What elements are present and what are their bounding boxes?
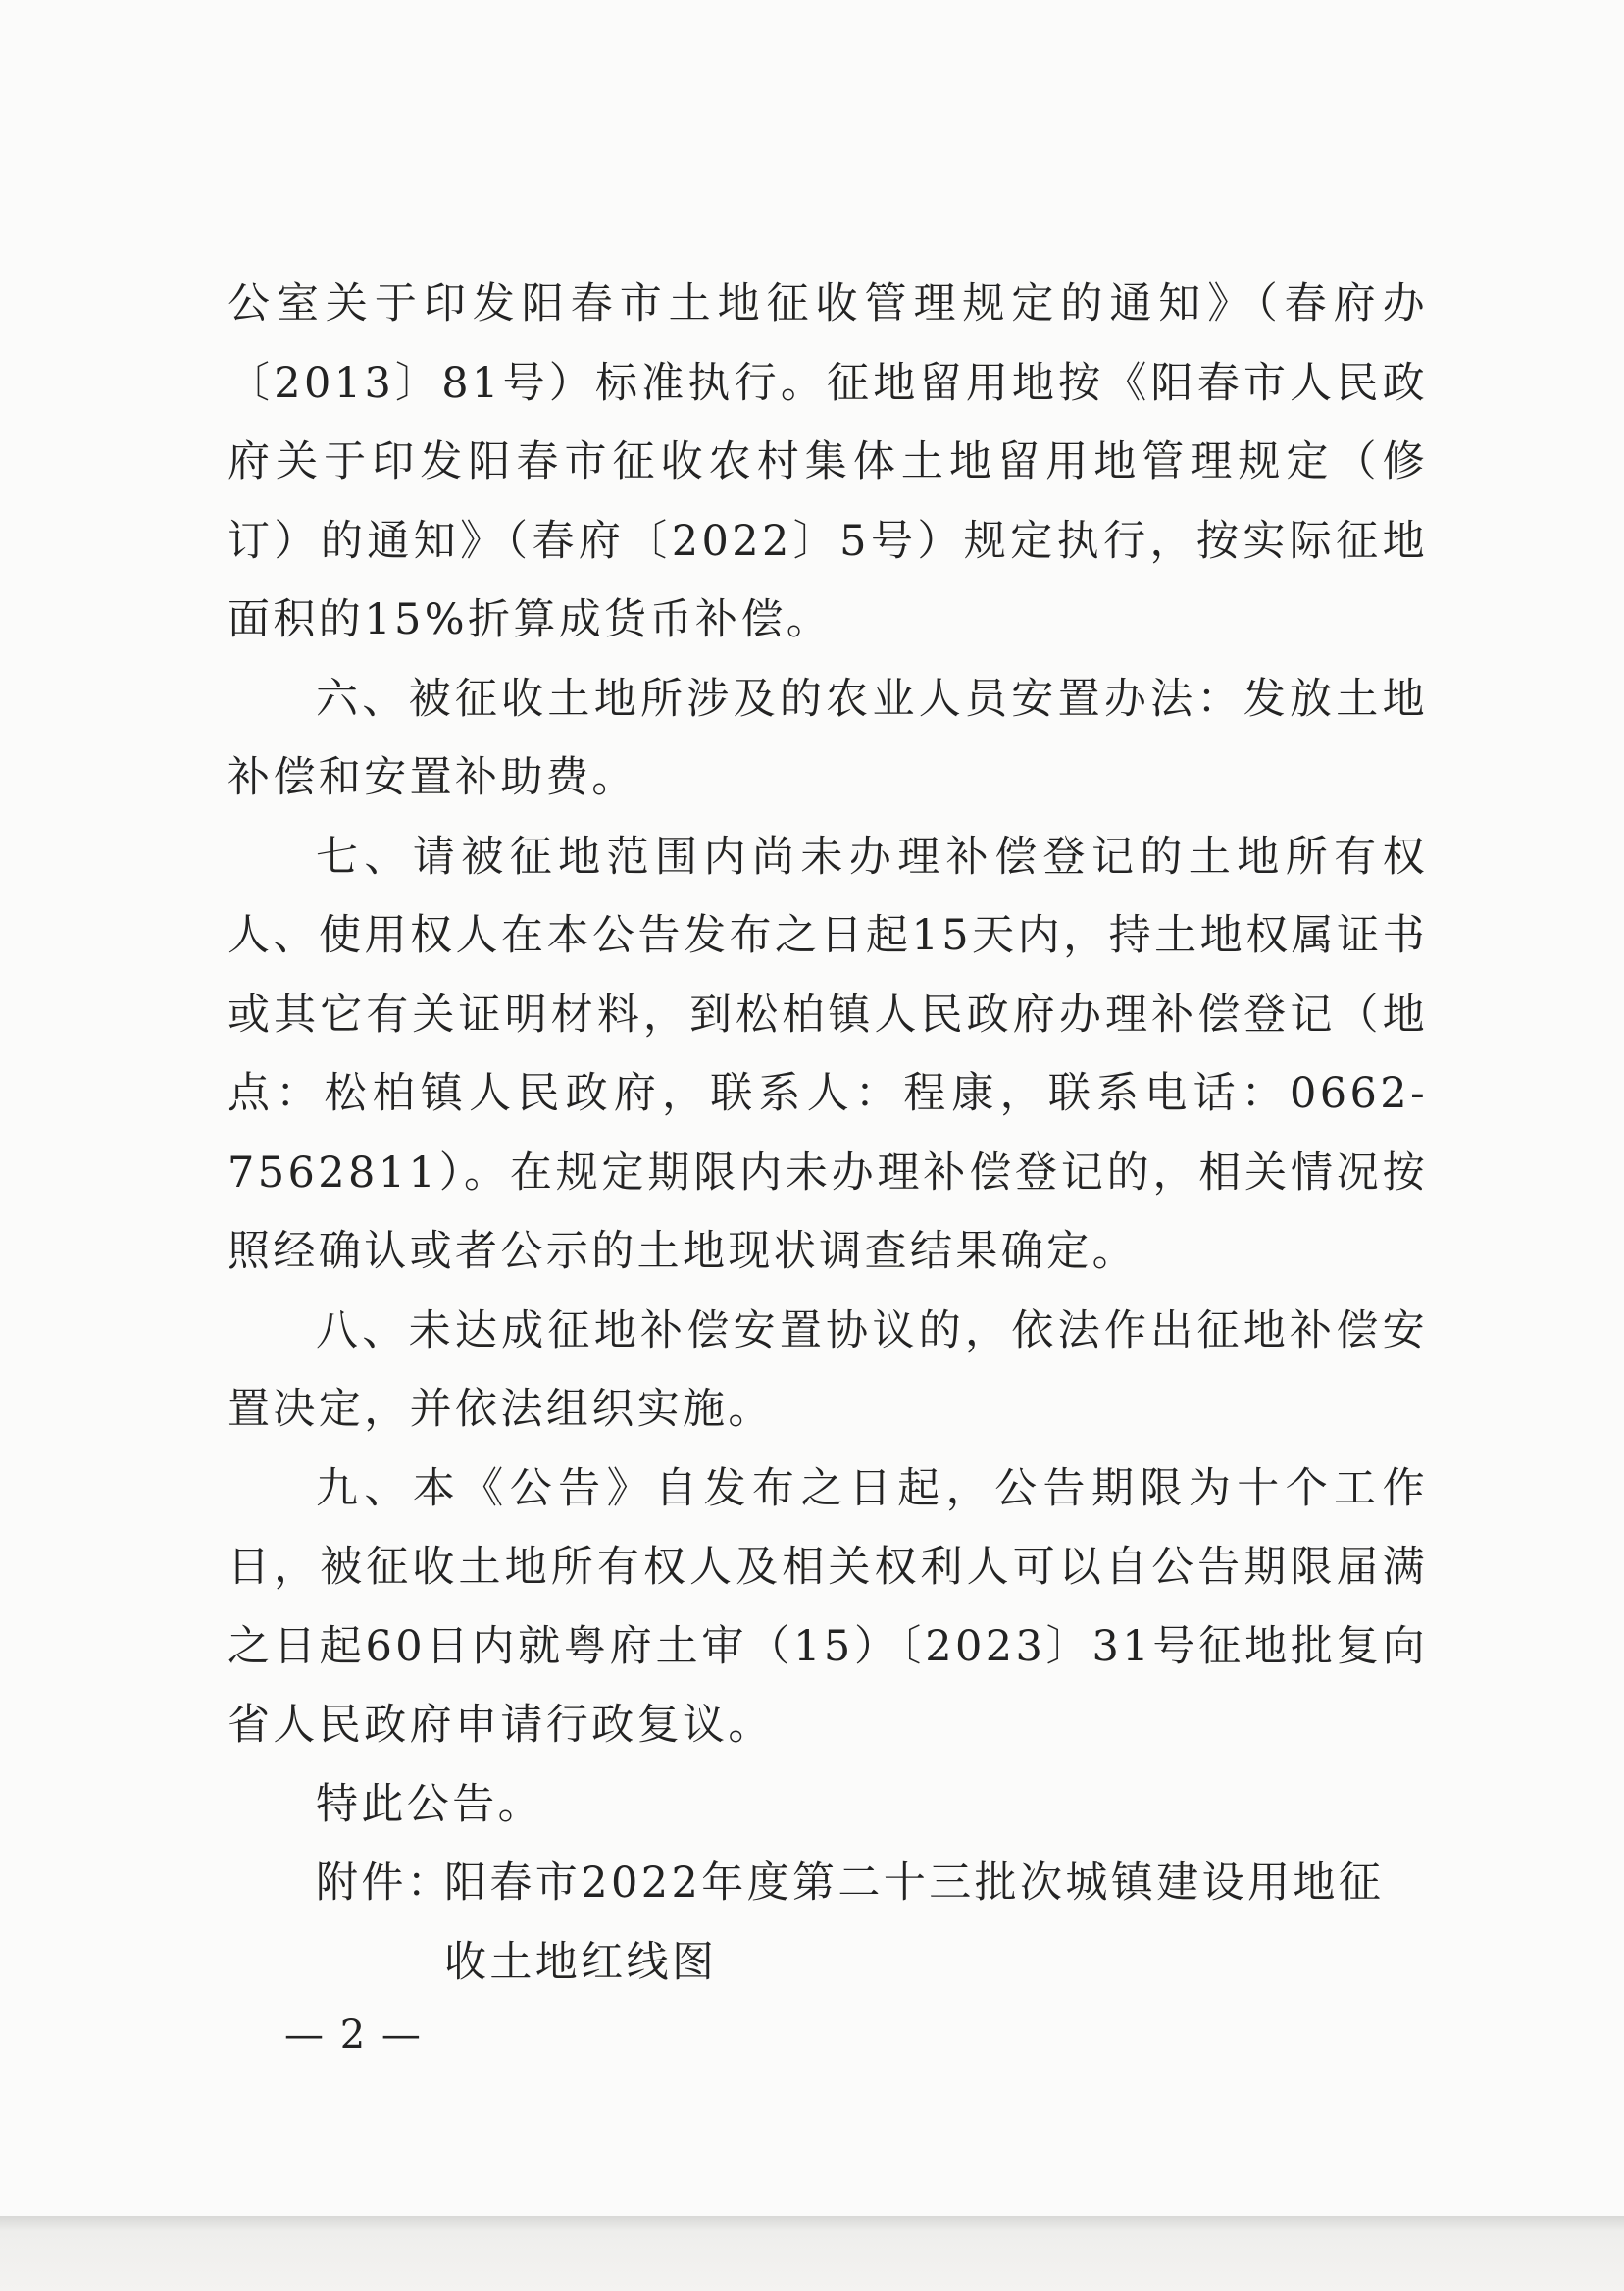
document-body: [228, 265, 1428, 1844]
attachment-title: 阳春市2022年度第二十三批次城镇建设用地征收土地红线图: [444, 1858, 1385, 1987]
paragraph-seven: 七、请被征地范围内尚未办理补偿登记的土地所有权人、使用权人在本公告发布之日起15天内，持土地权属证书或其它有关证明材料，到松柏镇人民政府办理补偿登记（地点：松柏镇人民政府，联系人：程康，联系电话：0662-7562811）。在规定期限内未办理补偿登记的，相关情况按照经确认或者公示的土地现状调查结果确定。: [228, 832, 1428, 1276]
attachment-label: 附件：: [316, 1858, 453, 1908]
scan-edge: [0, 2216, 1624, 2291]
paragraph-eight: 八、未达成征地补偿安置协议的，依法作出征地补偿安置决定，并依法组织实施。: [228, 1305, 1428, 1434]
paragraph-continuation: 公室关于印发阳春市土地征收管理规定的通知》（春府办〔2013〕81号）标准执行。征地留用地按《阳春市人民政府关于印发阳春市征收农村集体土地留用地管理规定（修订）的通知》（春府〔2022〕5号）规定执行，按实际征地面积的15%折算成货币补偿。: [228, 280, 1428, 644]
closing-statement: 特此公告。: [316, 1779, 543, 1829]
page-number: — 2 —: [284, 2012, 423, 2058]
paragraph-nine: 九、本《公告》自发布之日起，公告期限为十个工作日，被征收土地所有权人及相关权利人可以自公告期限届满之日起60日内就粤府土审（15）〔2023〕31号征地批复向省人民政府申请行政复议。: [228, 1463, 1428, 1750]
paragraph-six: 六、被征收土地所涉及的农业人员安置办法：发放土地补偿和安置补助费。: [228, 674, 1428, 802]
